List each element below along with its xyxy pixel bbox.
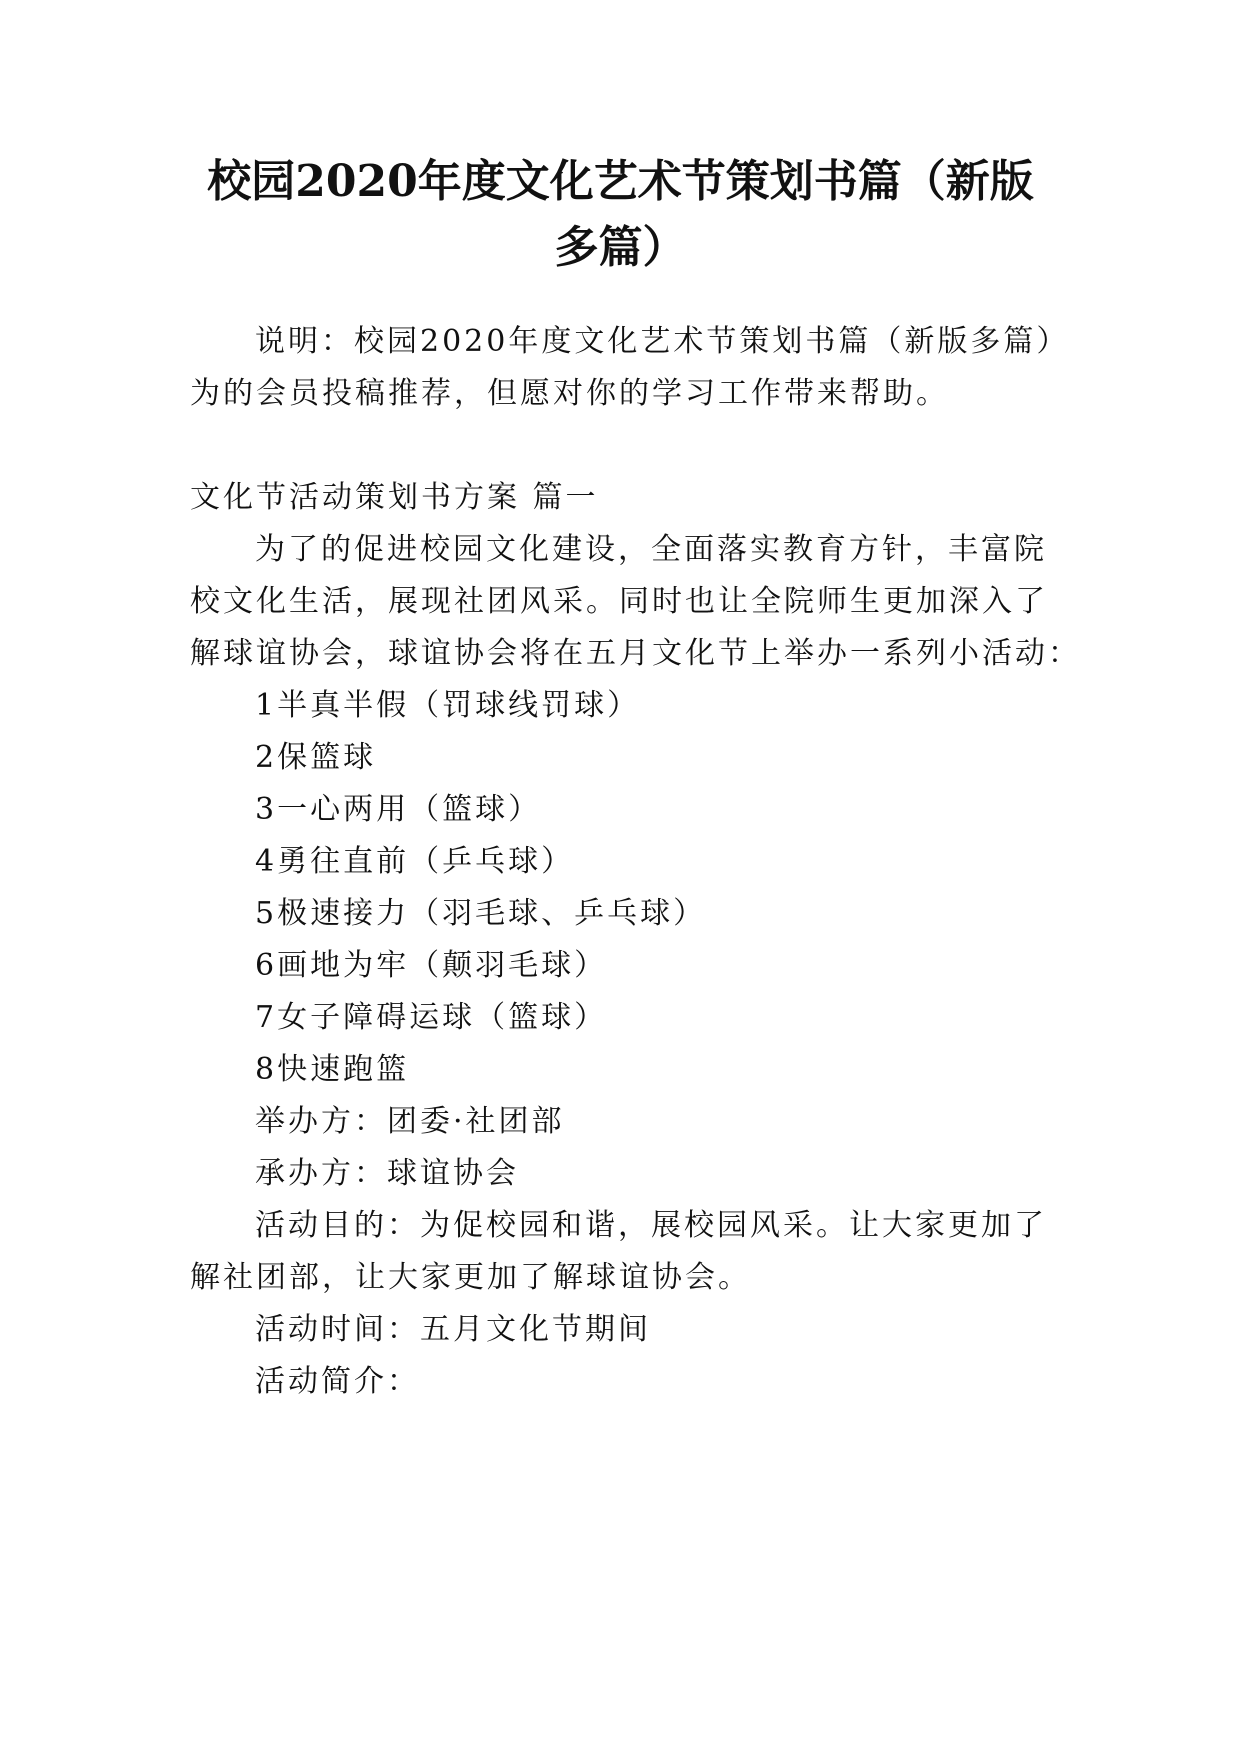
activity-item: 4勇往直前（乒乓球） [255,844,575,879]
document-title-line-2: 多篇） [554,222,687,273]
organizer-line: 举办方：团委·社团部 [255,1104,565,1139]
section-heading: 文化节活动策划书方案 篇一 [190,480,599,515]
activity-item: 1半真半假（罚球线罚球） [255,688,641,723]
time-line: 活动时间：五月文化节期间 [255,1312,651,1347]
intro-text-line-2: 为的会员投稿推荐，但愿对你的学习工作带来帮助。 [190,376,949,411]
paragraph-1-line-1: 为了的促进校园文化建设，全面落实教育方针，丰富院 [255,532,1047,567]
activity-item: 7女子障碍运球（篮球） [255,1000,608,1035]
activity-item: 8快速跑篮 [255,1052,410,1087]
activity-item: 6画地为牢（颠羽毛球） [255,948,608,983]
co-organizer-line: 承办方：球谊协会 [255,1156,519,1191]
document-title-line-1: 校园2020年度文化艺术节策划书篇（新版 [207,156,1034,207]
activity-item: 5极速接力（羽毛球、乒乓球） [255,896,707,931]
purpose-line-1: 活动目的：为促校园和谐，展校园风采。让大家更加了 [255,1208,1047,1243]
intro-label-line: 活动简介： [255,1364,420,1399]
activity-item: 2保篮球 [255,740,377,775]
paragraph-1-line-3: 解球谊协会，球谊协会将在五月文化节上举办一系列小活动： [190,636,1081,671]
intro-text-line-1: 说明：校园2020年度文化艺术节策划书篇（新版多篇） [255,324,1070,359]
activity-item: 3一心两用（篮球） [255,792,542,827]
paragraph-1-line-2: 校文化生活，展现社团风采。同时也让全院师生更加深入了 [190,584,1048,619]
purpose-line-2: 解社团部，让大家更加了解球谊协会。 [190,1260,751,1295]
